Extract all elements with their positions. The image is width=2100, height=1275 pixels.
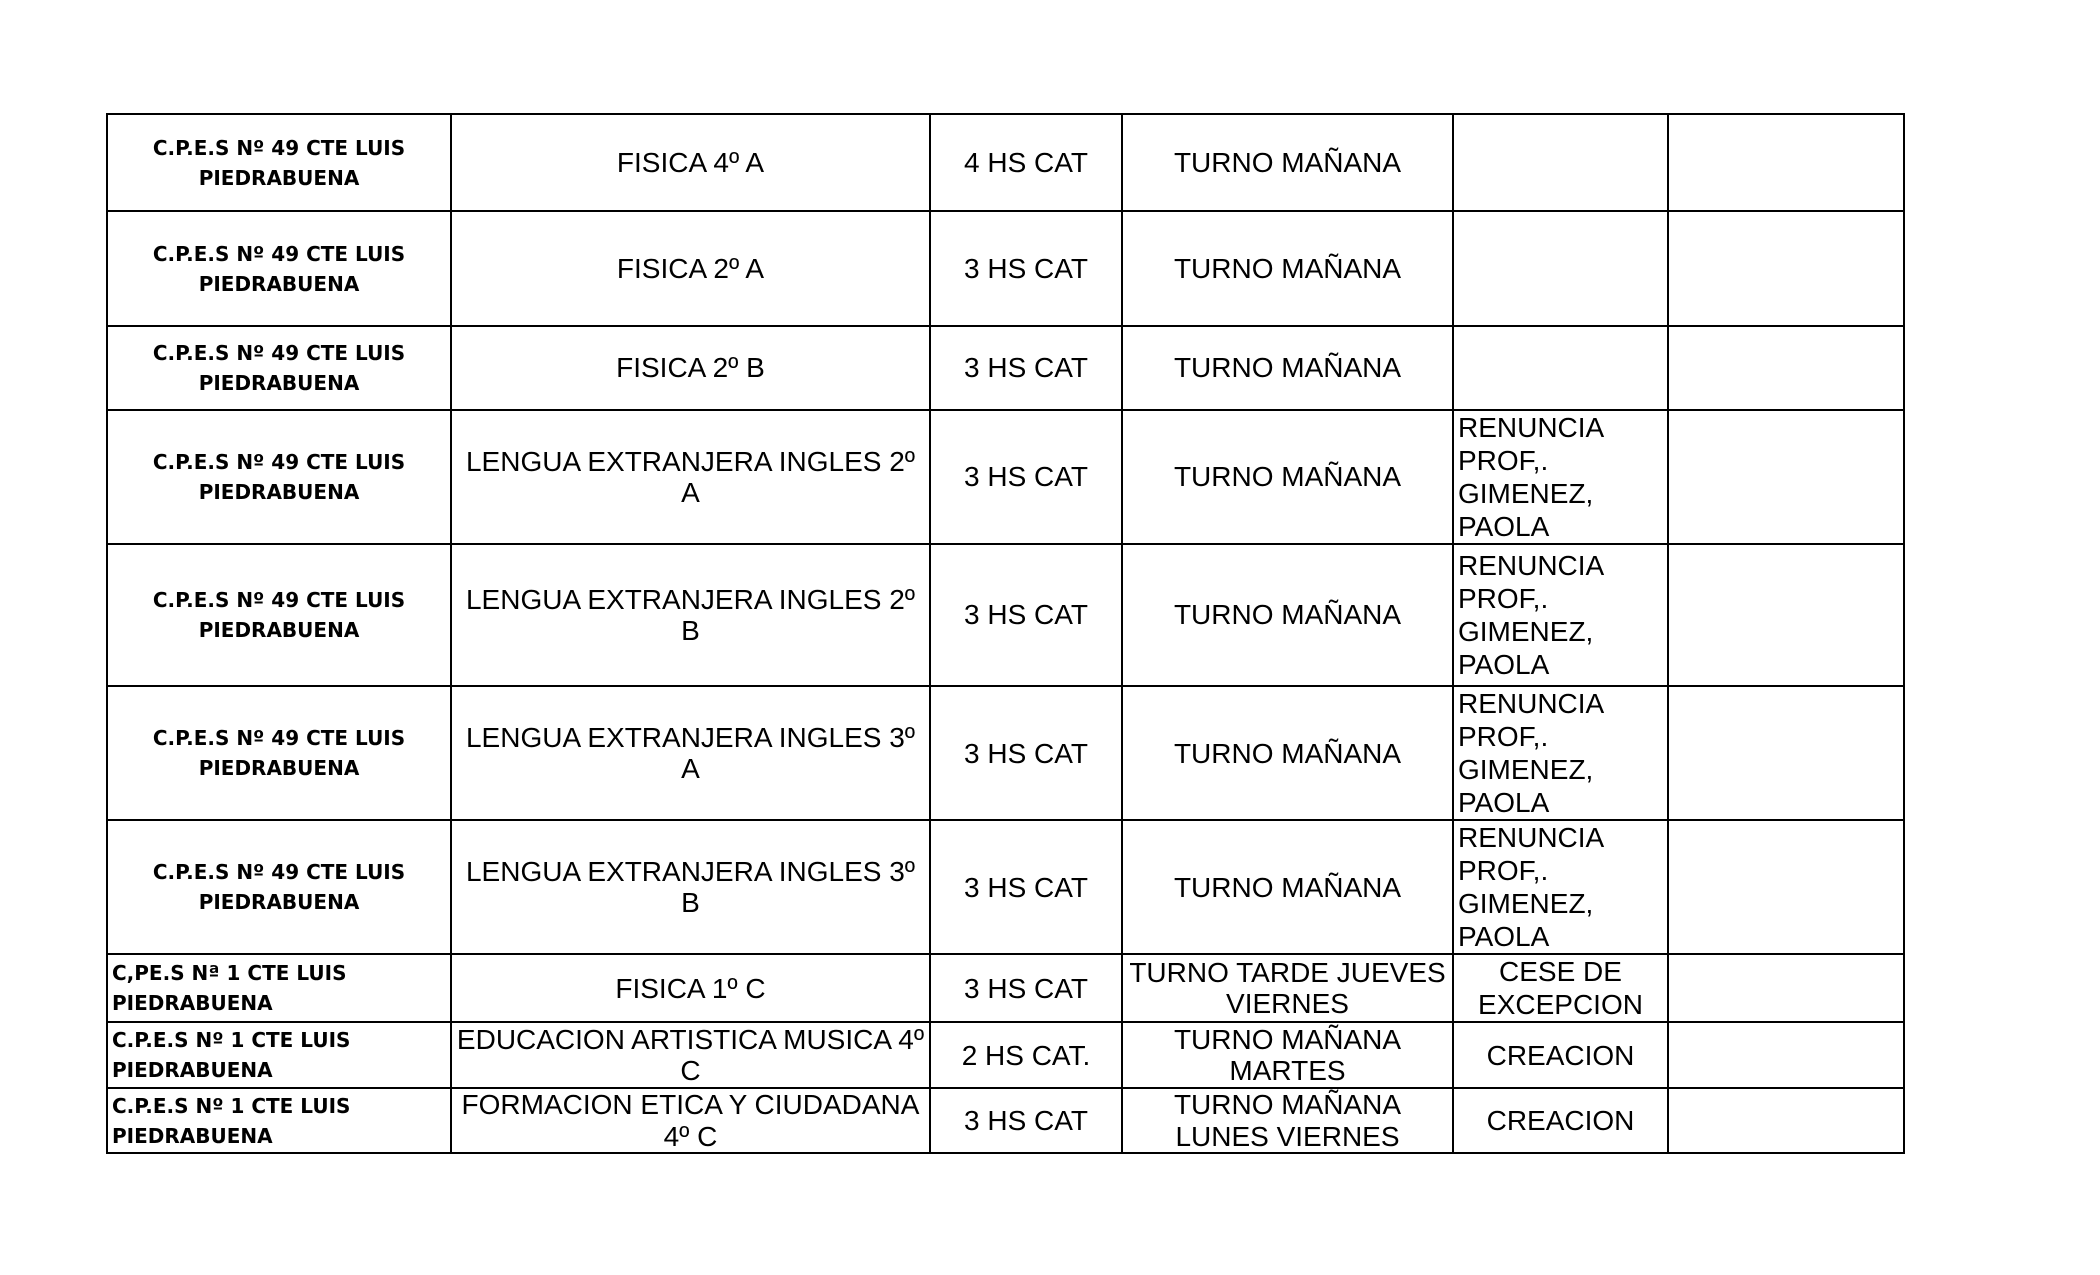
table-row [107, 326, 1904, 410]
hours-cell: 3 HS CAT [930, 820, 1122, 954]
subject-cell: LENGUA EXTRANJERA INGLES 2º A [451, 410, 930, 544]
shift-cell: TURNO MAÑANA MARTES [1122, 1022, 1453, 1088]
shift-cell: TURNO TARDE JUEVES VIERNES [1122, 954, 1453, 1022]
shift-cell: TURNO MAÑANA [1122, 686, 1453, 820]
extra-cell [1668, 1022, 1904, 1088]
school-cell: C.P.E.S Nº 1 CTE LUIS PIEDRABUENA [107, 1088, 451, 1153]
observation-cell [1453, 114, 1668, 211]
extra-cell [1668, 211, 1904, 326]
observation-cell [1453, 211, 1668, 326]
observation-cell: RENUNCIA PROF,. GIMENEZ, PAOLA [1453, 410, 1668, 544]
subject-cell: FORMACION ETICA Y CIUDADANA 4º C [451, 1088, 930, 1153]
extra-cell [1668, 820, 1904, 954]
table-row [107, 544, 1904, 686]
school-cell: C.P.E.S Nº 49 CTE LUIS PIEDRABUENA [107, 114, 451, 211]
extra-cell [1668, 1088, 1904, 1153]
observation-cell: CESE DE EXCEPCION [1453, 954, 1668, 1022]
school-cell: C.P.E.S Nº 1 CTE LUIS PIEDRABUENA [107, 1022, 451, 1088]
shift-cell: TURNO MAÑANA [1122, 211, 1453, 326]
hours-cell: 3 HS CAT [930, 211, 1122, 326]
shift-cell: TURNO MAÑANA [1122, 544, 1453, 686]
school-cell: C.P.E.S Nº 49 CTE LUIS PIEDRABUENA [107, 410, 451, 544]
observation-cell: CREACION [1453, 1088, 1668, 1153]
hours-cell: 3 HS CAT [930, 1088, 1122, 1153]
observation-cell [1453, 326, 1668, 410]
school-cell: C.P.E.S Nº 49 CTE LUIS PIEDRABUENA [107, 544, 451, 686]
table-row [107, 410, 1904, 544]
shift-cell: TURNO MAÑANA [1122, 820, 1453, 954]
shift-cell: TURNO MAÑANA LUNES VIERNES [1122, 1088, 1453, 1153]
extra-cell [1668, 326, 1904, 410]
hours-cell: 3 HS CAT [930, 410, 1122, 544]
observation-cell: RENUNCIA PROF,. GIMENEZ, PAOLA [1453, 686, 1668, 820]
subject-cell: FISICA 2º A [451, 211, 930, 326]
subject-cell: LENGUA EXTRANJERA INGLES 2º B [451, 544, 930, 686]
table-row [107, 1088, 1904, 1153]
school-cell: C.P.E.S Nº 49 CTE LUIS PIEDRABUENA [107, 686, 451, 820]
hours-cell: 3 HS CAT [930, 686, 1122, 820]
subject-cell: FISICA 1º C [451, 954, 930, 1022]
shift-cell: TURNO MAÑANA [1122, 410, 1453, 544]
subject-cell: LENGUA EXTRANJERA INGLES 3º A [451, 686, 930, 820]
table-row [107, 686, 1904, 820]
table-row [107, 954, 1904, 1022]
extra-cell [1668, 410, 1904, 544]
table-row [107, 114, 1904, 211]
subject-cell: FISICA 2º B [451, 326, 930, 410]
school-cell: C.P.E.S Nº 49 CTE LUIS PIEDRABUENA [107, 211, 451, 326]
hours-cell: 3 HS CAT [930, 954, 1122, 1022]
subject-cell: FISICA 4º A [451, 114, 930, 211]
hours-cell: 2 HS CAT. [930, 1022, 1122, 1088]
extra-cell [1668, 954, 1904, 1022]
hours-cell: 3 HS CAT [930, 544, 1122, 686]
subject-cell: LENGUA EXTRANJERA INGLES 3º B [451, 820, 930, 954]
shift-cell: TURNO MAÑANA [1122, 114, 1453, 211]
school-cell: C,PE.S Nª 1 CTE LUIS PIEDRABUENA [107, 954, 451, 1022]
table-row [107, 820, 1904, 954]
shift-cell: TURNO MAÑANA [1122, 326, 1453, 410]
school-cell: C.P.E.S Nº 49 CTE LUIS PIEDRABUENA [107, 820, 451, 954]
subject-cell: EDUCACION ARTISTICA MUSICA 4º C [451, 1022, 930, 1088]
extra-cell [1668, 686, 1904, 820]
extra-cell [1668, 114, 1904, 211]
hours-cell: 3 HS CAT [930, 326, 1122, 410]
observation-cell: CREACION [1453, 1022, 1668, 1088]
extra-cell [1668, 544, 1904, 686]
school-cell: C.P.E.S Nº 49 CTE LUIS PIEDRABUENA [107, 326, 451, 410]
vacancies-table [106, 113, 1905, 1154]
table-row [107, 1022, 1904, 1088]
hours-cell: 4 HS CAT [930, 114, 1122, 211]
observation-cell: RENUNCIA PROF,. GIMENEZ, PAOLA [1453, 820, 1668, 954]
observation-cell: RENUNCIA PROF,. GIMENEZ, PAOLA [1453, 544, 1668, 686]
table-row [107, 211, 1904, 326]
